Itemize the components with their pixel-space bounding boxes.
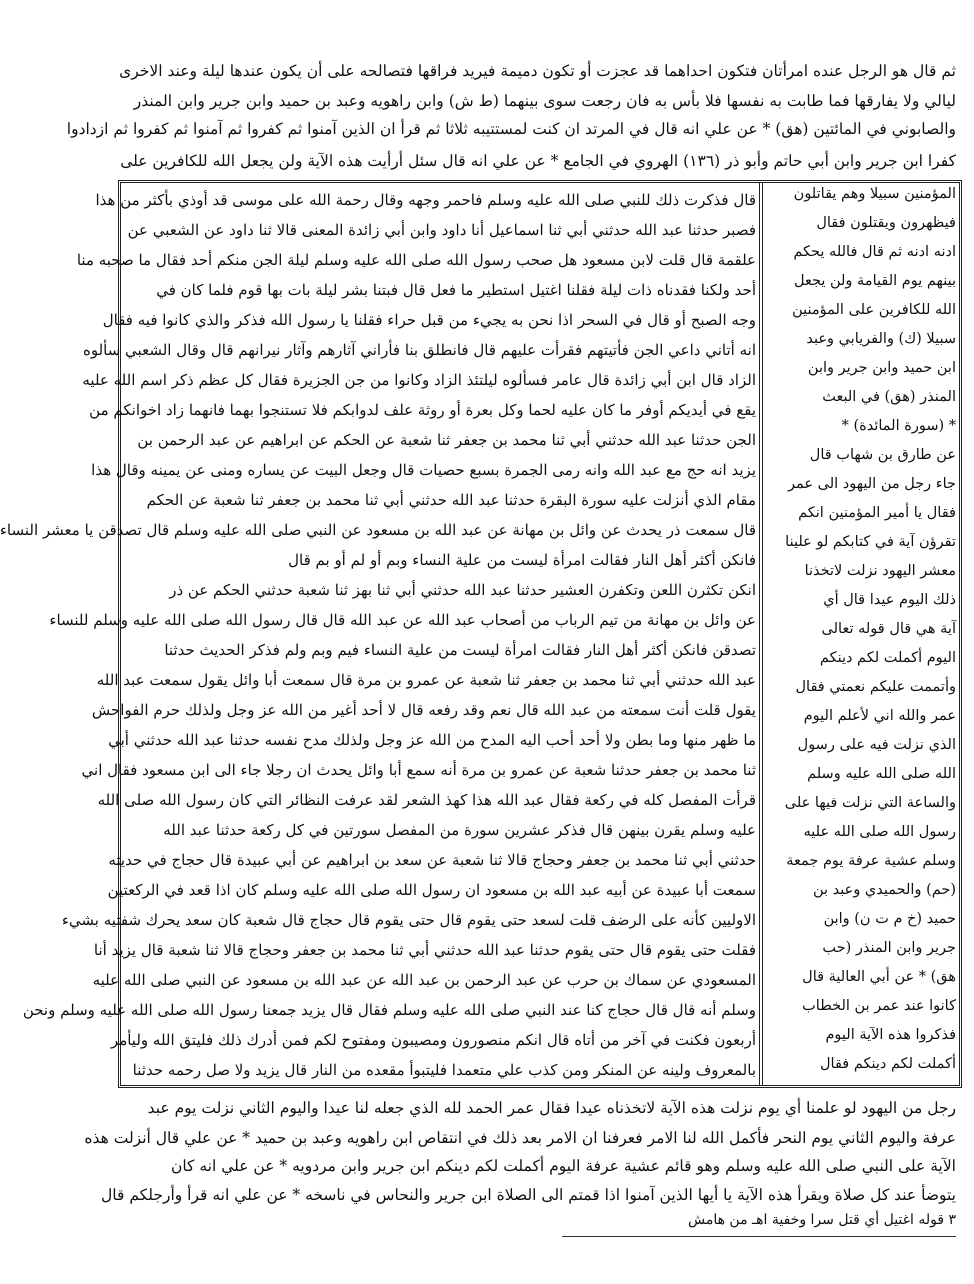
side-line: هق) * عن أبي العالية قال [802, 969, 956, 985]
side-line: * (سورة المائدة) * [841, 418, 956, 434]
main-line: أحد ولكنا فقدناه ذات ليلة فقلنا اغتيل استطير ما فعل قال فبتنا بشر ليلة بات بها قوم فلما كان في [156, 281, 756, 299]
side-line: المنذر (هق) في البعث [822, 389, 956, 405]
main-line: قرأت المفصل كله في ركعة فقال عبد الله هذا كهذ الشعر لقد عرفت النظائر التي كان رسول الله صلى الله [97, 791, 756, 809]
main-line: بالمعروف ولينه عن المنكر ومن كذب علي متعمدا فليتبوأ مقعده من النار قال يزيد ولا صل رحمه حدثنا [132, 1061, 756, 1079]
side-line: ادنه ادنه ثم قال فالله يحكم [793, 244, 956, 260]
main-line: يقول قلت أنت سمعته من عبد الله قال نعم وقد رفعه قال لا أحد أغير من الله عز وجل ولذلك حرم الفواحش [91, 701, 756, 719]
bottom-line: الآية على النبي صلى الله عليه وسلم وهو قائم عشية عرفة اليوم أكملت لكم دينكم ابن جرير وابن مردويه * عن علي انه كان [170, 1157, 956, 1175]
main-line: فانكن أكثر أهل النار فقالت امرأة ليست من علية النساء وبم أو لم أو بم قال [288, 551, 756, 569]
side-line: رسول الله صلى الله عليه [803, 824, 956, 840]
side-line: الله للكافرين على المؤمنين [792, 302, 956, 318]
main-line: الجن حدثنا عبد الله حدثني أبي ثنا محمد بن جعفر ثنا شعبة عن الحكم عن ابراهيم عن عبد الرحمن بن [137, 431, 756, 449]
side-line: وسلم عشية عرفة يوم جمعة [786, 853, 956, 869]
side-line: والساعة التي نزلت فيها على [784, 795, 956, 811]
side-line: فيظهرون ويقتلون فقال [816, 215, 956, 231]
top-line: ثم قال هو الرجل عنده امرأتان فتكون احداهما قد عجزت أو تكون دميمة فيريد فراقها فتصالحه على أن يكون عندها ليلة وعند الاخرى [119, 62, 956, 80]
main-line: قال سمعت ذر يحدث عن وائل بن مهانة عن عبد الله بن مسعود عن النبي صلى الله عليه وسلم قال تصدقن يا معشر النساء [0, 521, 756, 539]
bottom-line: عرفة واليوم الثاني يوم النحر فأكمل الله لنا الامر فعرفنا ان الامر بعد ذلك في انتقاص ابن راهويه وعبد بن حميد * عن علي قال أنزلت هذه [84, 1129, 956, 1147]
bottom-line: يتوضأ عند كل صلاة ويقرأ هذه الآية يا أيها الذين آمنوا اذا قمتم الى الصلاة ابن جرير والنحاس في ناسخه * عن علي انه قرأ وأرجلكم قال [101, 1186, 956, 1204]
side-line: حميد (خ م ت ن) وابن [823, 911, 956, 927]
main-line: ما ظهر منها وما بطن ولا أحد أحب اليه المدح من الله عز وجل ولذلك مدح نفسه حدثنا عبد الله حدثني أبي [108, 731, 756, 749]
main-line: الاوليين كأنه على الرضف قلت لسعد حتى يقوم قال حتى يقوم قال حجاج قال شعبة كان سعد يحرك شفتيه بشيء [61, 911, 756, 929]
main-line: المسعودي عن سماك بن حرب عن عبد الرحمن بن عبد الله عن عبد الله بن مسعود عن النبي صلى الله عليه [92, 971, 756, 989]
main-line: عبد الله حدثني أبي ثنا محمد بن جعفر ثنا شعبة عن عمرو بن مرة قال سمعت أبا وائل يقول سمعت عبد الله [96, 671, 756, 689]
main-line: سمعت أبا عبيدة عن أبيه عبد الله بن مسعود ان رسول الله صلى الله عليه وسلم كان اذا قعد في الركعتين [107, 881, 756, 899]
side-line: ابن حميد وابن جرير وابن [807, 360, 956, 376]
main-line: فقلت حتى يقوم قال حتى يقوم حدثنا عبد الله حدثني أبي ثنا محمد بن جعفر وحجاج قالا ثنا شعبة قال يزيد أنا [93, 941, 756, 959]
side-line: عن طارق بن شهاب قال [809, 447, 956, 463]
side-line: جرير وابن المنذر (حب [822, 940, 956, 956]
main-line: فصبر حدثنا عبد الله حدثني أبي ثنا اسماعيل أنا داود وابن أبي زائدة المعنى قالا ثنا داود عن الشعبي عن [127, 221, 756, 239]
side-line: بينهم يوم القيامة ولن يجعل [793, 273, 956, 289]
main-line: عليه وسلم يقرن بينهن قال فذكر عشرين سورة من المفصل سورتين في كل ركعة حدثنا عبد الله [163, 821, 756, 839]
column-divider [759, 182, 763, 1086]
side-line: اليوم أكملت لكم دينكم [819, 650, 956, 666]
main-line: وجه الصبح أو قال في السحر اذا نحن به يجيء من قبل حراء فقلنا يا رسول الله فذكر والذي كانوا فيه فقال [102, 311, 756, 329]
side-line: وأتممت عليكم نعمتي فقال [795, 679, 956, 695]
side-line: معشر اليهود نزلت لاتخذنا [804, 563, 956, 579]
footnote-underline [562, 1236, 956, 1237]
main-line: الزاد قال ابن أبي زائدة قال عامر فسألوه ليلتئذ الزاد وكانوا من جن الجزيرة فقال كل عظم ذكر اسم الله عليه [82, 371, 756, 389]
side-line: الذي نزلت فيه على رسول [797, 737, 956, 753]
main-line: علقمة قال قلت لابن مسعود هل صحب رسول الله صلى الله عليه وسلم ليلة الجن منكم أحد فقال ما صحبه منا [76, 251, 756, 269]
side-line: عمر والله اني لأعلم اليوم [803, 708, 956, 724]
side-line: جاء رجل من اليهود الى عمر [787, 476, 956, 492]
main-line: انه أتاني داعي الجن فأتيتهم فقرأت عليهم قال فانطلق بنا فأراني آثارهم وآثار نيرانهم قال وقال الشعبي سألوه [82, 341, 756, 359]
main-line: تصدقن فانكن أكثر أهل النار فقالت امرأة ليست من علية النساء فيم وبم ولم فذكر الحديث حدثنا [164, 641, 756, 659]
side-line: فقال يا أمير المؤمنين انكم [798, 505, 956, 521]
side-line: أكملت لكم دينكم فقال [819, 1056, 956, 1072]
top-line: كفرا ابن جرير وابن أبي حاتم وأبو ذر (١٣٦) الهروي في الجامع * عن علي انه قال سئل أرأيت هذه الآية ولن يجعل الله للكافرين على [120, 152, 956, 170]
side-line: كانوا عند عمر بن الخطاب [802, 998, 956, 1014]
main-line: عن وائل بن مهانة من تيم الرباب من أصحاب عبد الله عن عبد الله قال قال رسول الله صلى الله عليه وسلم للنساء [49, 611, 756, 629]
main-line: ثنا محمد بن جعفر حدثنا شعبة عن عمرو بن مرة أنه سمع أبا وائل يحدث ان رجلا جاء الى ابن مسعود فقال اني [81, 761, 756, 779]
top-line: والصابوني في المائتين (هق) * عن علي انه قال في المرتد ان كنت لمستتيبه ثلاثا ثم قرأ ان الذين آمنوا ثم كفروا ثم آمنوا ثم كفروا ثم ازدادوا [66, 120, 956, 138]
side-line: آية هي قال قوله تعالى [821, 621, 956, 637]
main-line: أربعون فكنت في آخر من أتاه قال انكم منصورون ومصيبون ومفتوح لكم فمن أدرك ذلك فليتق الله وليأمر [110, 1031, 756, 1049]
main-line: انكن تكثرن اللعن وتكفرن العشير حدثنا عبد الله حدثني أبي ثنا بهز ثنا شعبة حدثني الحكم عن ذر [169, 581, 756, 599]
main-line: حدثني أبي ثنا محمد بن جعفر وحجاج قالا ثنا شعبة عن سعد بن ابراهيم عن أبي عبيدة قال حجاج في حديثه [108, 851, 756, 869]
footnote: ٣ قوله اغتيل أي قتل سرا وخفية اهـ من هامش [687, 1212, 956, 1228]
top-line: ليالي ولا يفارقها فما طابت به نفسها فلا بأس به فان رجعت سوى بينهما (ط ش) وابن راهويه وعبد بن حميد وابن جرير وابن المنذر [133, 92, 956, 110]
main-line: قال فذكرت ذلك للنبي صلى الله عليه وسلم فاحمر وجهه وقال رحمة الله على موسى قد أوذي بأكثر من هذا [95, 191, 756, 209]
main-line: وسلم أنه قال قال حجاج كنا عند النبي صلى الله عليه وسلم فقال قال يزيد جمعنا رسول الله صلى الله عليه وسلم ونحن [22, 1001, 756, 1019]
side-line: (حم) والحميدي وعبد بن [813, 882, 956, 898]
side-line: تقرؤن آية في كتابكم لو علينا [785, 534, 956, 550]
side-line: فذكروا هذه الآية اليوم [825, 1027, 956, 1043]
side-line: ذلك اليوم عيدا قال أي [823, 592, 956, 608]
main-line: يقع في أيديكم أوفر ما كان عليه لحما وكل بعرة أو روثة علف لدوابكم فلا تستنجوا بهما فانهما زاد اخوانكم من [89, 401, 756, 419]
side-line: سبيلا (ك) والفريابي وعبد [806, 331, 956, 347]
side-line: الله صلى الله عليه وسلم [807, 766, 956, 782]
main-line: مقام الذي أنزلت عليه سورة البقرة حدثنا عبد الله حدثني أبي ثنا محمد بن جعفر ثنا شعبة عن الحكم [146, 491, 756, 509]
main-line: يزيد انه حج مع عبد الله وانه رمى الجمرة بسبع حصيات قال وجعل البيت عن يساره ومنى عن يمينه وقال هذا [91, 461, 756, 479]
side-line: المؤمنين سبيلا وهم يقاتلون [793, 186, 956, 202]
bottom-line: رجل من اليهود لو علمنا أي يوم نزلت هذه الآية لاتخذناه عيدا فقال عمر الحمد لله الذي جعله لنا عيدا واليوم الثاني نزلت يوم عبد [147, 1099, 956, 1117]
